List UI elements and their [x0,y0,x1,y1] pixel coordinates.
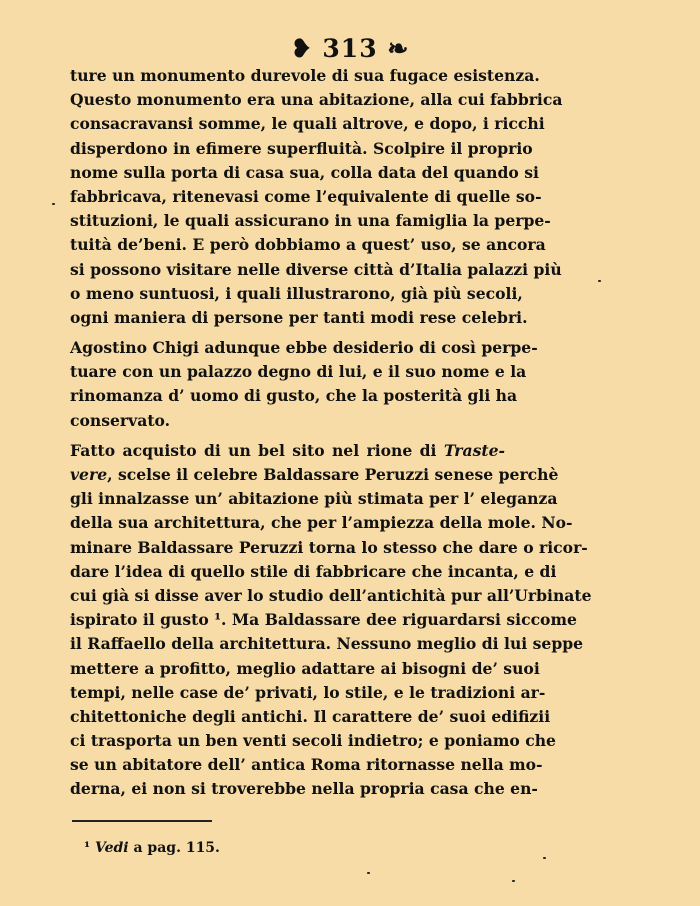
text-line: se un abitatore dell’ antica Roma ritornasse nella mo- [70,755,543,775]
paper-speck [512,880,515,882]
paper-speck [367,872,370,874]
header-ornament-left: ❥ [290,34,313,63]
paragraph-3 [70,439,592,802]
text-line: cui già si disse aver lo studio dell’antichità pur all’Urbinate [70,585,592,605]
text-line: o meno suntuosi, i quali illustrarono, già più secoli, [70,283,523,303]
text-line: rinomanza d’ uomo di gusto, che la posterità gli ha [70,386,518,406]
header-ornament-right: ❧ [387,34,410,63]
text-line: conservato. [70,410,171,430]
text-line: della sua architettura, che per l’ampiezza della mole. No- [70,513,573,533]
text-line: Questo monumento era una abitazione, alla cui fabbrica [70,90,563,110]
text-line: vere, scelse il celebre Baldassare Peruzzi senese perchè [70,465,559,484]
footnote [84,840,220,856]
footnote-divider [72,820,212,822]
text-line: tuare con un palazzo degno di lui, e il suo nome e la [70,362,527,382]
page-number: 313 [322,34,378,63]
paragraph-2 [70,336,538,433]
paper-speck [543,857,546,859]
paragraph-1 [70,64,563,330]
text-line: stituzioni, le quali assicurano in una famiglia la perpe- [70,211,551,231]
text-line: consacravansi somme, le quali altrove, e dopo, i ricchi [70,114,545,134]
text-line: gli innalzasse un’ abitazione più stimata per l’ eleganza [70,489,558,509]
text-line: ogni maniera di persone per tanti modi rese celebri. [70,307,528,327]
text-line: ci trasporta un ben venti secoli indietro; e poniamo che [70,731,556,751]
text-line: minare Baldassare Peruzzi torna lo stesso che dare o ricor- [70,537,588,557]
text-line: chitettoniche degli antichi. Il carattere de’ suoi edifizii [70,706,551,726]
text-line: ispirato il gusto ¹. Ma Baldassare dee riguardarsi siccome [70,610,577,630]
page-header [0,34,700,63]
text-line: il Raffaello della architettura. Nessuno meglio di lui seppe [70,634,584,654]
paper-speck [52,203,55,205]
text-line: tuità de’beni. E però dobbiamo a quest’ uso, se ancora [70,235,546,255]
text-line: disperdono in efimere superfluità. Scolpire il proprio [70,138,533,158]
body-text [70,64,592,802]
text-line: si possono visitare nelle diverse città d’Italia palazzi più [70,259,562,279]
text-line: Fatto acquisto di un bel sito nel rione di Traste- [70,440,505,460]
footnote-text: Vedi a pag. 115. [95,840,220,856]
text-line: derna, ei non si troverebbe nella propria casa che en- [70,779,538,799]
paper-speck [598,280,601,282]
text-line: dare l’idea di quello stile di fabbricare che incanta, e di [70,561,557,581]
text-line: mettere a profitto, meglio adattare ai bisogni de’ suoi [70,658,540,678]
text-line: ture un monumento durevole di sua fugace esistenza. [70,66,540,85]
footnote-marker: ¹ [84,840,91,856]
text-line: tempi, nelle case de’ privati, lo stile, e le tradizioni ar- [70,682,546,702]
text-line: Agostino Chigi adunque ebbe desiderio di così perpe- [70,338,538,358]
text-line: fabbricava, ritenevasi come l’equivalente di quelle so- [70,186,542,206]
text-line: nome sulla porta di casa sua, colla data del quando si [70,162,539,182]
